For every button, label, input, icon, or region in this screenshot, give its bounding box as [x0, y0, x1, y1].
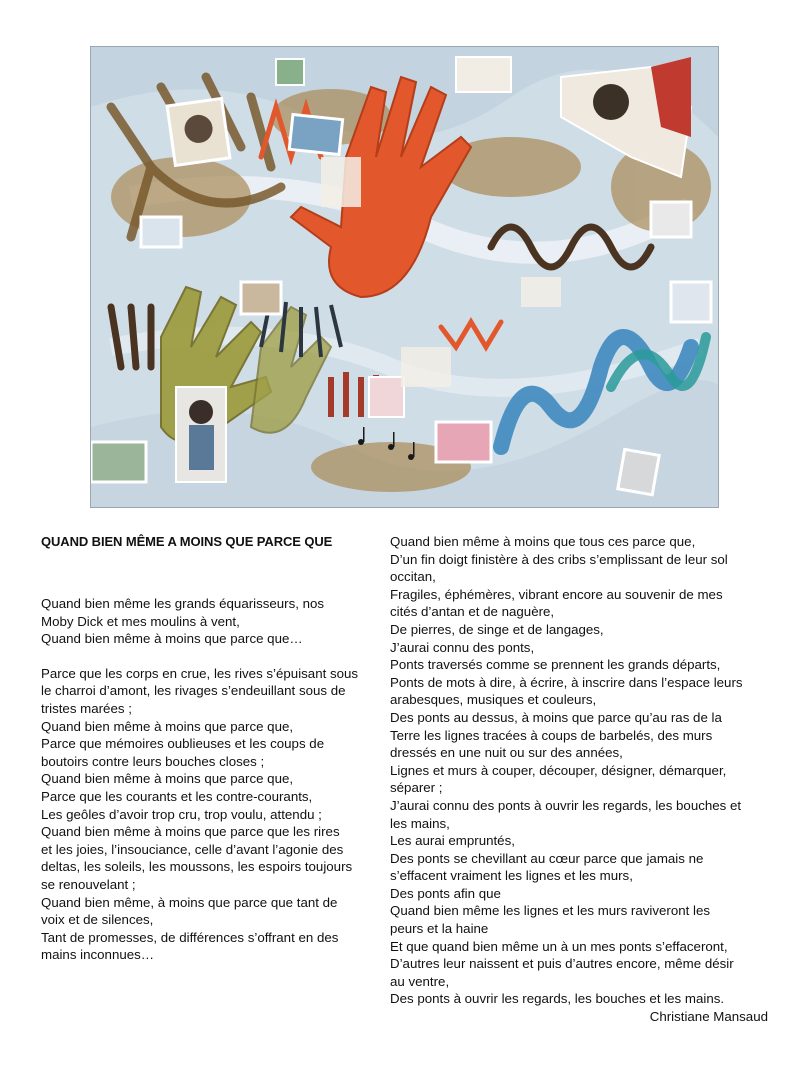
- poem-line: Des ponts à ouvrir les regards, les bouches et les mains.: [390, 991, 725, 1007]
- poem-line: les mains,: [390, 815, 450, 831]
- collage-painting: [91, 47, 718, 507]
- poem-line: D’un fin doigt finistère à des cribs s’emplissant de leur sol: [390, 551, 728, 567]
- poem-line: Les geôles d’avoir trop cru, trop voulu, attendu ;: [41, 806, 322, 822]
- poem-line: Tant de promesses, de différences s’offrant en des: [41, 929, 339, 945]
- poem-line: au ventre,: [390, 973, 450, 989]
- poem-line: occitan,: [390, 569, 436, 585]
- poem-line: De pierres, de singe et de langages,: [390, 621, 604, 637]
- poem-line: Quand bien même, à moins que parce que tant de: [41, 894, 338, 910]
- poem-line: Quand bien même à moins que parce que les rires: [41, 824, 340, 840]
- poem-line: Les aurai empruntés,: [390, 833, 515, 849]
- poem-line: Quand bien même les grands équarisseurs, nos: [41, 596, 325, 611]
- poem-line: Parce que mémoires oublieuses et les coups de: [41, 736, 325, 752]
- stanza-1: [41, 595, 376, 648]
- poem-line: Des ponts au dessus, à moins que parce qu’au ras de la: [390, 709, 722, 725]
- poem-line: voix et de silences,: [41, 912, 154, 928]
- poem-line: deltas, les soleils, les moussons, les espoirs toujours: [41, 859, 353, 875]
- poem-line: Terre les lignes tracées à coups de barbelés, des murs: [390, 727, 713, 743]
- poem-line: Des ponts se chevillant au cœur parce que jamais ne: [390, 850, 704, 866]
- poem-line: Et que quand bien même un à un mes ponts s’effaceront,: [390, 938, 728, 954]
- poem-line: D’autres leur naissent et puis d’autres encore, même désir: [390, 956, 734, 972]
- poem-line: Ponts de mots à dire, à écrire, à inscrire dans l’espace leurs: [390, 674, 743, 690]
- poem-line: se renouvelant ;: [41, 876, 136, 892]
- poem-line: Quand bien même les lignes et les murs raviveront les: [390, 903, 711, 919]
- poem-line: Parce que les courants et les contre-courants,: [41, 788, 313, 804]
- poem-line: Lignes et murs à couper, découper, désigner, démarquer,: [390, 762, 727, 778]
- poem-line: Fragiles, éphémères, vibrant encore au souvenir de mes: [390, 586, 723, 602]
- author-signature: Christiane Mansaud: [649, 1009, 768, 1025]
- poem-title: QUAND BIEN MÊME A MOINS QUE PARCE QUE: [41, 534, 333, 549]
- poem-line: arabesques, musiques et couleurs,: [390, 692, 597, 708]
- poem-left-column: [41, 533, 376, 981]
- poem-line: cités d’antan et de naguère,: [390, 604, 555, 620]
- stanza-2: [41, 665, 376, 964]
- poem-line: boutoirs contre leurs bouches closes ;: [41, 753, 265, 769]
- poem-line: dressés en une nuit ou sur des années,: [390, 745, 623, 761]
- poem-line: J’aurai connu des ponts à ouvrir les regards, les bouches et: [390, 797, 742, 813]
- poem-line: Quand bien même à moins que tous ces parce que,: [390, 534, 696, 549]
- poem-line: mains inconnues…: [41, 947, 155, 963]
- poem-line: Moby Dick et mes moulins à vent,: [41, 613, 240, 629]
- artwork-image: [90, 46, 719, 508]
- poem-line: Parce que les corps en crue, les rives s’épuisant sous: [41, 665, 359, 681]
- poem-line: tristes marées ;: [41, 700, 132, 716]
- poem-line: J’aurai connu des ponts,: [390, 639, 535, 655]
- poem-line: et les joies, l’insouciance, celle d’avant l’agonie des: [41, 841, 344, 857]
- poem-line: Des ponts afin que: [390, 885, 501, 901]
- poem-line: peurs et la haine: [390, 921, 489, 937]
- poem-line: Quand bien même à moins que parce que,: [41, 771, 294, 787]
- poem-line: Quand bien même à moins que parce que,: [41, 718, 294, 734]
- poem-line: le charroi d’amont, les rivages s’endeuillant sous de: [41, 683, 346, 699]
- poem-line: s’effacent vraiment les lignes et les murs,: [390, 868, 633, 884]
- poem-line: Quand bien même à moins que parce que…: [41, 631, 303, 647]
- poem-line: séparer ;: [390, 780, 443, 796]
- poem-line: Ponts traversés comme se prennent les grands départs,: [390, 657, 721, 673]
- poem-right-column: [390, 533, 780, 1026]
